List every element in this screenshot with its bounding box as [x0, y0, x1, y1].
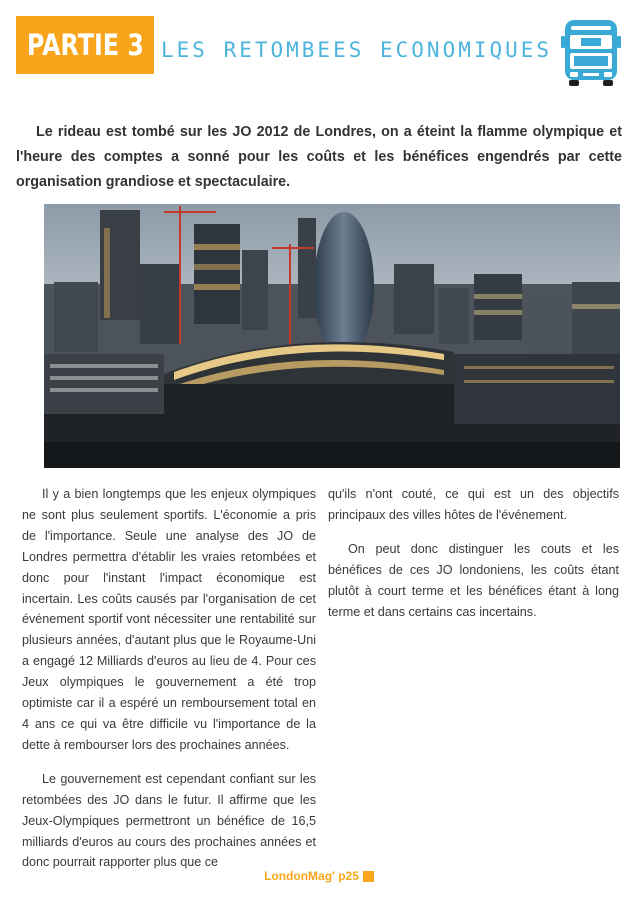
article-paragraph: Le gouvernement est cependant confiant sur les retombées des JO dans le futur. Il affirme que les Jeux-Olympiques permettront un bénéfice de 16,5 milliards d'euros au cours des prochaines années et donc pourrait rapporter plus que ce: [22, 771, 316, 870]
page-footer: [0, 866, 638, 886]
article-paragraph: Il y a bien longtemps que les enjeux olympiques ne sont plus seulement sportifs. L'économie a pris de l'importance. Seule une analyse des JO de Londres permettra d'établir les vraies retombées et donc pour l'instant l'impact économique est incertain. Les coûts causés par l'organisation de cet événement sportif vont nécessiter une rentabilité sur plusieurs années, d'autant plus que le Royaume-Uni a engagé 12 Milliards d'euros au lieu de 4. Pour ces Jeux olympiques le gouvernement a été trop optimiste car il a espéré un remboursement total en 4 ans ce qui va être difficile vu l'importance de la dette à rembourser lors des prochaines années.: [22, 487, 316, 752]
footer-page-label: LondonMag' p25: [264, 869, 359, 883]
part-label-box: [16, 16, 154, 74]
intro-paragraph: Le rideau est tombé sur les JO 2012 de Londres, on a éteint la flamme olympique et l'heure des comptes a sonné pour les coûts et les bénéfices engendrés par cette organisation grandiose et spectaculaire.: [16, 124, 622, 190]
bus-icon: [559, 16, 623, 88]
london-skyline-photo: [44, 204, 620, 468]
article-column-right: [328, 484, 619, 635]
article-column-left: [22, 484, 316, 886]
part-label: PARTIE 3: [26, 28, 144, 62]
article-paragraph: On peut donc distinguer les couts et les bénéfices de ces JO londoniens, les coûts étant plutôt à court terme et les bénéfices étant à long terme et dans certains cas incertains.: [328, 541, 619, 619]
article-paragraph: qu'ils n'ont couté, ce qui est un des objectifs principaux des villes hôtes de l'événement.: [328, 487, 619, 522]
page-header: [16, 16, 622, 74]
section-title: LES RETOMBEES ECONOMIQUES: [161, 38, 553, 62]
footer-square-icon: [363, 871, 374, 882]
